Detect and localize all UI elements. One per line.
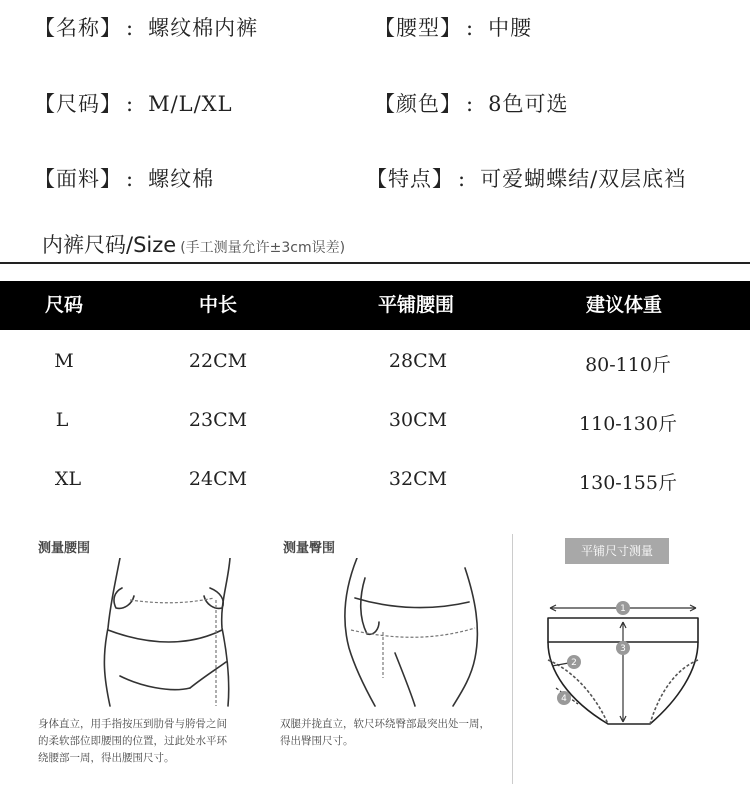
cell-size: XL (54, 468, 82, 490)
cell-size: M (54, 350, 74, 372)
cell-weight: 80-110斤 (585, 354, 671, 376)
waist-guide-title: 测量腰围 (38, 541, 91, 556)
hip-guide-title: 测量臀围 (283, 541, 336, 556)
header-weight: 建议体重 (585, 294, 663, 316)
marker-3-label: 3 (620, 644, 626, 654)
guide-divider (512, 534, 513, 784)
cell-length: 22CM (188, 350, 248, 372)
cell-waist: 30CM (388, 409, 448, 431)
cell-length: 24CM (188, 468, 248, 490)
spec-label: 【面料】 (34, 167, 122, 191)
spec-fabric: 【面料】 : 螺纹棉 (34, 167, 215, 191)
spec-value: 螺纹棉内裤 (148, 16, 259, 40)
size-section-title (42, 229, 345, 259)
spec-name: 【名称】 : 螺纹棉内裤 (34, 16, 259, 40)
flat-measure-diagram (538, 590, 718, 740)
spec-waist-type: 【腰型】 : 中腰 (374, 16, 533, 40)
waist-guide-text: 身体直立，用手指按压到肋骨与胯骨之间 的柔软部位即腰围的位置，过此处水平环 绕腰部一周，得出腰围尺寸。 (38, 718, 227, 764)
size-table-header (0, 281, 750, 330)
spec-label: 【特点】 (366, 167, 454, 191)
flat-measure-badge: 平铺尺寸测量 (565, 538, 669, 564)
cell-waist: 28CM (388, 350, 448, 372)
cell-length: 23CM (188, 409, 248, 431)
spec-value: 中腰 (488, 16, 533, 40)
spec-feature: 【特点】 : 可爱蝴蝶结/双层底裆 (366, 167, 687, 191)
waist-measure-illustration (80, 558, 260, 708)
marker-1-label: 1 (620, 604, 626, 614)
hip-guide-text: 双腿并拢直立，软尺环绕臀部最突出处一周， 得出臀围尺寸。 (280, 718, 490, 747)
spec-label: 【名称】 (34, 16, 122, 40)
spec-value: M/L/XL (148, 92, 233, 116)
header-waist: 平铺腰围 (377, 294, 455, 316)
spec-value: 可爱蝴蝶结/双层底裆 (480, 167, 687, 191)
spec-value: 8色可选 (488, 92, 569, 116)
spec-color: 【颜色】 : 8色可选 (374, 92, 569, 116)
cell-waist: 32CM (388, 468, 448, 490)
marker-2-label: 2 (571, 658, 577, 668)
spec-size: 【尺码】 : M/L/XL (34, 92, 233, 116)
hip-measure-illustration (335, 558, 495, 708)
size-title-text: 内裤尺码/Size (42, 233, 177, 257)
spec-value: 螺纹棉 (148, 167, 215, 191)
header-length: 中长 (198, 294, 238, 316)
cell-weight: 110-130斤 (579, 413, 677, 435)
cell-size: L (55, 409, 69, 431)
header-size: 尺码 (44, 294, 84, 316)
cell-weight: 130-155斤 (579, 472, 677, 494)
spec-label: 【尺码】 (34, 92, 122, 116)
marker-4-label: 4 (561, 694, 567, 704)
size-note: (手工测量允许±3cm误差) (180, 240, 346, 256)
section-divider (0, 262, 750, 264)
spec-label: 【腰型】 (374, 16, 462, 40)
spec-label: 【颜色】 (374, 92, 462, 116)
